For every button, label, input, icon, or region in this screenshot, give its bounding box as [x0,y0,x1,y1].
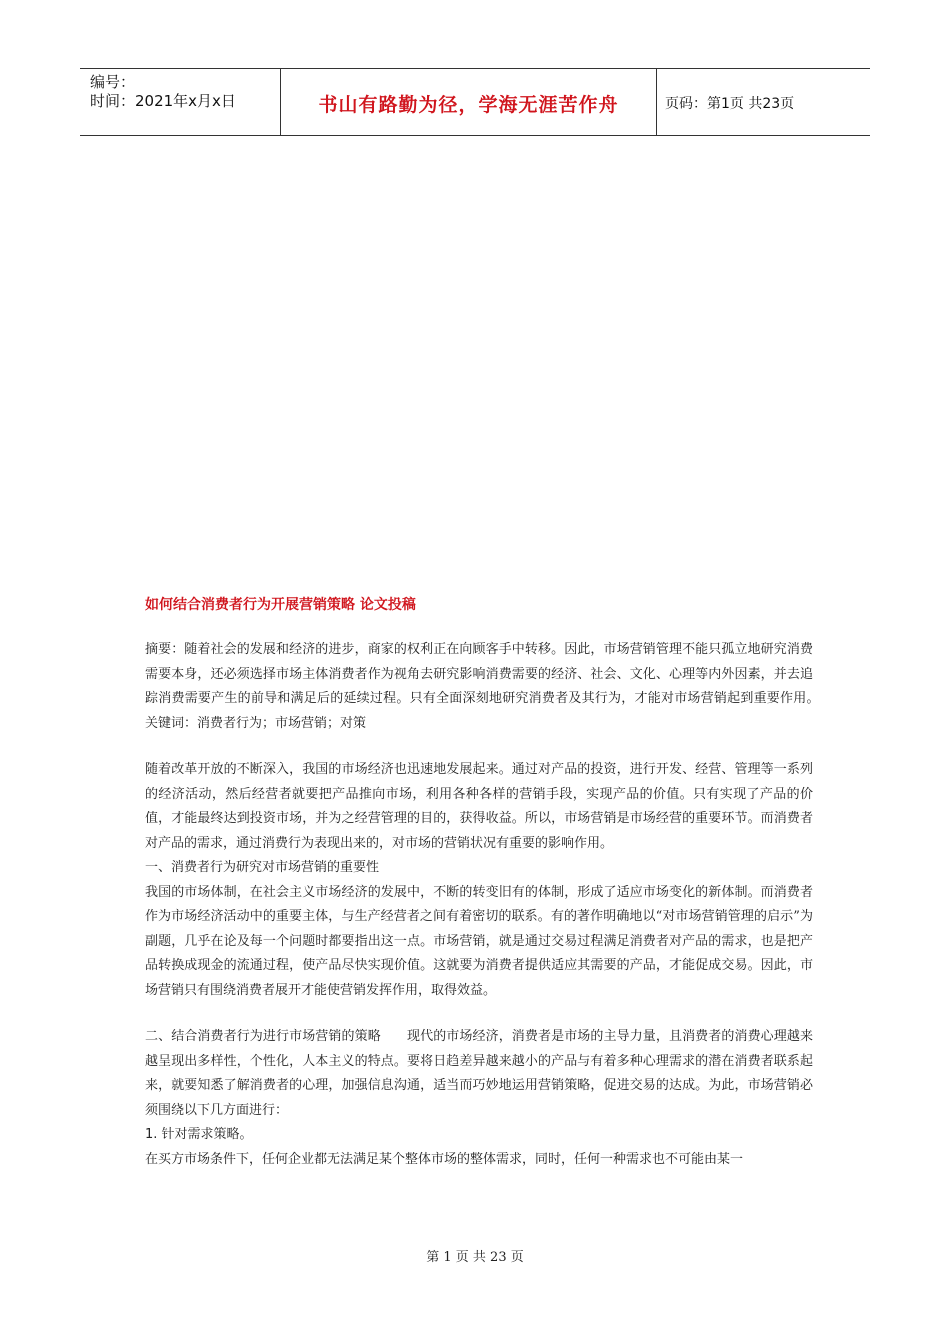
item1-heading: 1. 针对需求策略。 [145,1127,253,1142]
header-page-cell [657,69,870,135]
item1-paragraph: 在买方市场条件下，任何企业都无法满足某个整体市场的整体需求，同时，任何一种需求也不可能由某一 [145,1151,744,1167]
header-motto-cell [281,69,657,135]
document-title: 如何结合消费者行为开展营销策略 论文投稿 [145,597,416,613]
section2-paragraph: 二、结合消费者行为进行市场营销的策略 现代的市场经济，消费者是市场的主导力量，且消费者的消费心理越来越呈现出多样性，个性化，人本主义的特点。要将日趋差异越来越小的产品与有着多种心理需求的潜在消费者联系起来，就要知悉了解消费者的心理，加强信息沟通，适当而巧妙地运用营销策略，促进交易的达成。为此，市场营销必须围绕以下几方面进行： [145,1029,813,1118]
section1-heading: 一、消费者行为研究对市场营销的重要性 [145,860,380,875]
section1-paragraph: 我国的市场体制，在社会主义市场经济的发展中，不断的转变旧有的体制，形成了适应市场变化的新体制。而消费者作为市场经济活动中的重要主体，与生产经营者之间有着密切的联系。有的著作明确地以“对市场营销管理的启示”为副题，几乎在论及每一个问题时都要指出这一点。市场营销，就是通过交易过程满足消费者对产品的需求，也是把产品转换成现金的流通过程，使产品尽快实现价值。这就要为消费者提供适应其需要的产品，才能促成交易。因此，市场营销只有围绕消费者展开才能使营销发挥作用，取得效益。 [145,884,813,998]
page-footer [0,1246,950,1265]
document-number-label: 编号： [90,73,136,91]
document-date-label: 时间：2021年x月x日 [90,92,236,110]
header-info-cell [80,69,281,135]
header-motto: 书山有路勤为径，学海无涯苦作舟 [318,93,619,116]
header-table [80,68,870,136]
header-page-code: 页码：第1页 共23页 [665,96,795,112]
abstract-paragraph: 摘要：随着社会的发展和经济的进步，商家的权利正在向顾客手中转移。因此，市场营销管理不能只孤立地研究消费需要本身，还必须选择市场主体消费者作为视角去研究影响消费需要的经济、社会、文化、心理等内外因素，并去追踪消费需要产生的前导和满足后的延续过程。只有全面深刻地研究消费者及其行为，才能对市场营销起到重要作用。 关键词：消费者行为；市场营销；对策 [145,642,840,731]
footer-page-number: 第 1 页 共 23 页 [426,1250,524,1265]
paragraph-gap [145,736,813,758]
document-body [145,592,840,1172]
intro-paragraph: 随着改革开放的不断深入，我国的市场经济也迅速地发展起来。通过对产品的投资，进行开发、经营、管理等一系列的经济活动，然后经营者就要把产品推向市场，利用各种各样的营销手段，实现产品的价值。只有实现了产品的价值，才能最终达到投资市场，并为之经营管理的目的，获得收益。所以，市场营销是市场经营的重要环节。而消费者对产品的需求，通过消费行为表现出来的，对市场的营销状况有重要的影响作用。 [145,762,813,851]
paragraph-gap [145,1003,813,1025]
